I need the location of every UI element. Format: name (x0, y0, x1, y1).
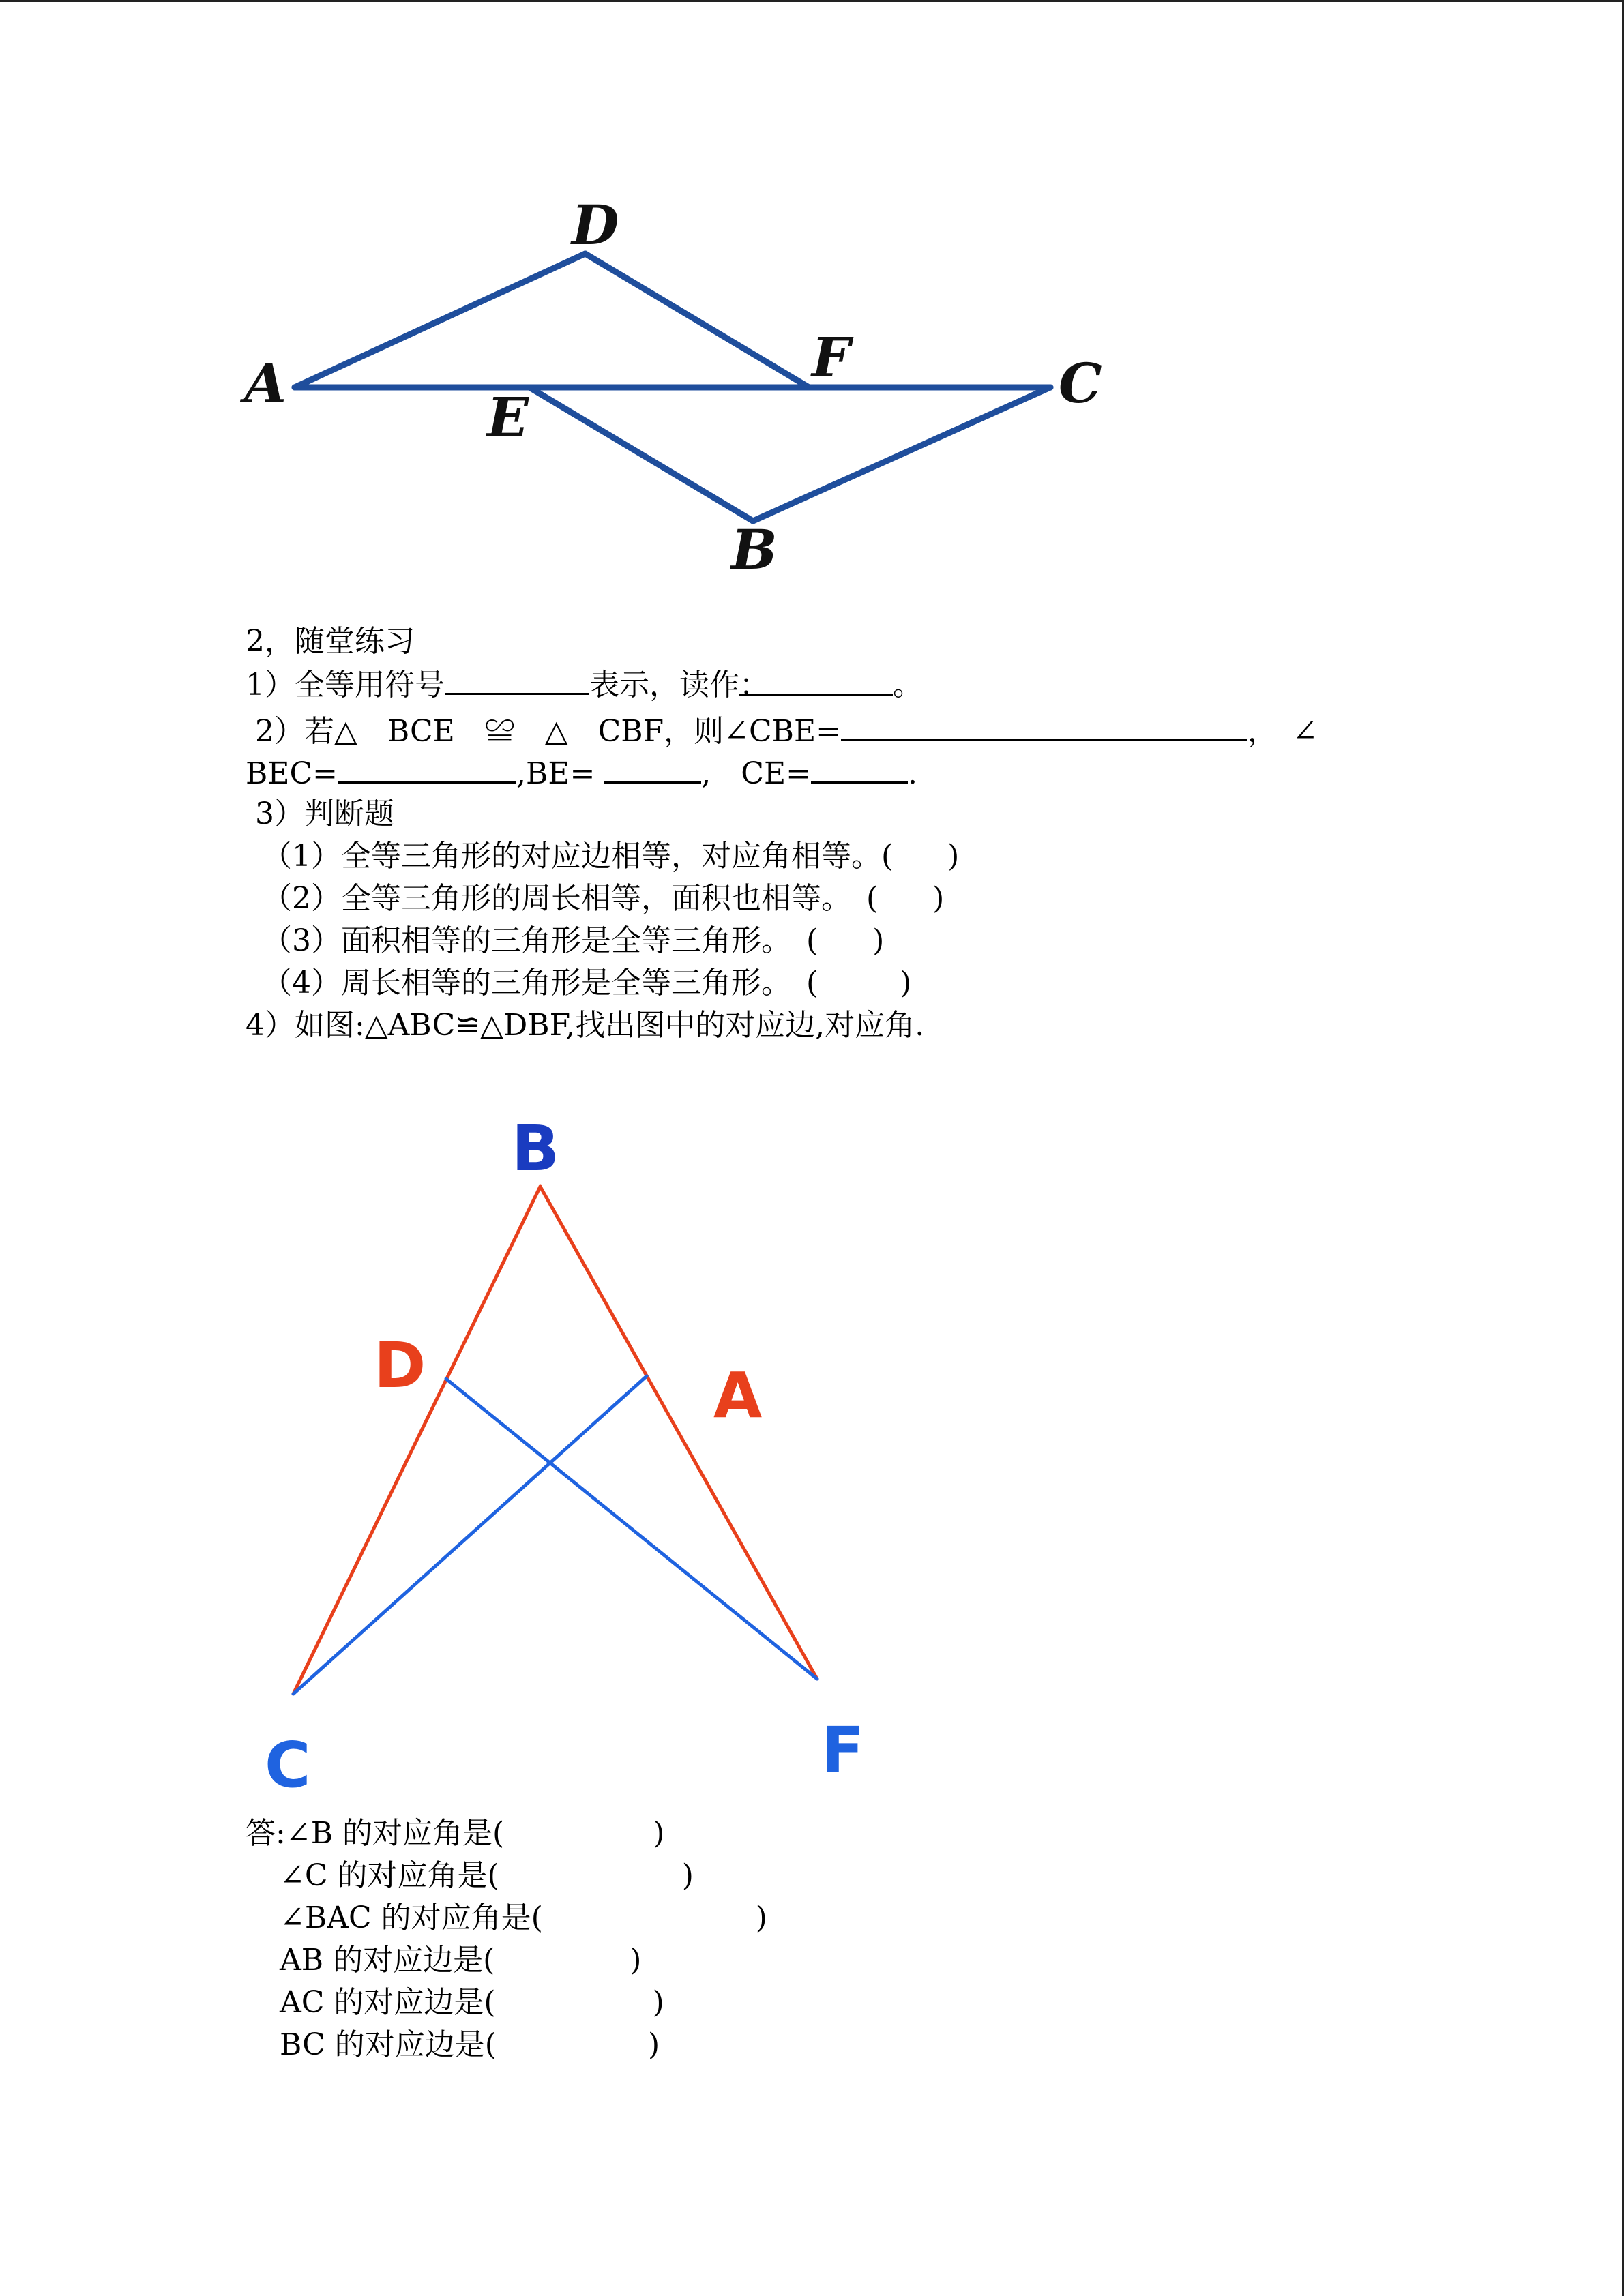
answer-row-5 (280, 1982, 664, 2024)
answer-row-1-text: ∠B 的对应角是( (285, 1816, 505, 1851)
answer-row-5-close: ) (652, 1985, 664, 2020)
answer-row-6-close: ) (647, 2027, 660, 2062)
judge-item-1-close: ) (947, 839, 960, 874)
q2-bec: BEC= (246, 756, 338, 791)
answer-row-3-text: ∠BAC 的对应角是( (280, 1900, 543, 1935)
fig1-label-d: D (572, 193, 619, 257)
answer-row-3 (280, 1897, 767, 1939)
judge-item-4-text: （4）周长相等的三角形是全等三角形。 ( (262, 966, 818, 1000)
question-4: 4）如图:△ABC≌△DBF,找出图中的对应边,对应角. (246, 1008, 925, 1043)
judge-item-3-text: （3）面积相等的三角形是全等三角形。 ( (262, 923, 818, 958)
fig1-label-e: E (487, 385, 529, 449)
q2-ce: , CE= (701, 756, 811, 791)
judge-item-4-close: ) (900, 966, 912, 1000)
answer-row-2 (280, 1855, 694, 1897)
fig2-label-d: D (374, 1329, 426, 1402)
answer-row-3-close: ) (755, 1900, 767, 1935)
practice-heading: 2，随堂练习 (246, 624, 415, 659)
judge-item-1-text: （1）全等三角形的对应边相等，对应角相等。( (262, 839, 894, 874)
answer-row-5-text: AC 的对应边是( (280, 1985, 496, 2020)
segment-b-c (293, 1187, 540, 1694)
fig2-label-c: C (265, 1729, 311, 1802)
judge-item-2-text: （2）全等三角形的周长相等，面积也相等。 ( (262, 881, 879, 916)
answer-row-1-close: ) (653, 1816, 665, 1851)
fig1-label-b: B (731, 518, 778, 582)
q1-suffix: 。 (893, 668, 923, 702)
q1-prefix: 1）全等用符号 (246, 668, 445, 702)
fig1-label-f: F (812, 325, 851, 389)
q2-end: . (907, 756, 917, 791)
answer-row-4 (280, 1939, 641, 1982)
fig2-label-f: F (821, 1714, 864, 1787)
answer-row-6 (280, 2024, 660, 2066)
fig2-label-b: B (512, 1112, 560, 1185)
answer-row-6-text: BC 的对应边是( (280, 2027, 497, 2062)
answer-row-4-text: AB 的对应边是( (280, 1943, 495, 1978)
q1-colon: ： (739, 668, 769, 702)
q2-comma-angle: ， ∠ (1247, 714, 1318, 749)
answer-row-1 (246, 1813, 664, 1855)
judge-item-3-close: ) (872, 923, 885, 958)
q2-prefix: 2）若△ BCE ≌ △ CBF，则∠CBE= (246, 714, 841, 749)
segment-c-a (293, 1376, 647, 1694)
judge-item-2-close: ) (932, 881, 945, 916)
fig1-label-a: A (244, 351, 287, 415)
answer-row-2-close: ) (681, 1858, 694, 1893)
fig1-label-c: C (1059, 351, 1102, 415)
answer-row-4-close: ) (630, 1943, 642, 1978)
question-3-title: 3）判断题 (246, 796, 394, 831)
fig2-label-a: A (713, 1359, 763, 1432)
q1-middle: 表示，读作 (589, 668, 739, 702)
q2-be: ,BE= (516, 756, 605, 791)
answer-row-2-text: ∠C 的对应角是( (280, 1858, 499, 1893)
answer-lead: 答: (246, 1816, 286, 1851)
